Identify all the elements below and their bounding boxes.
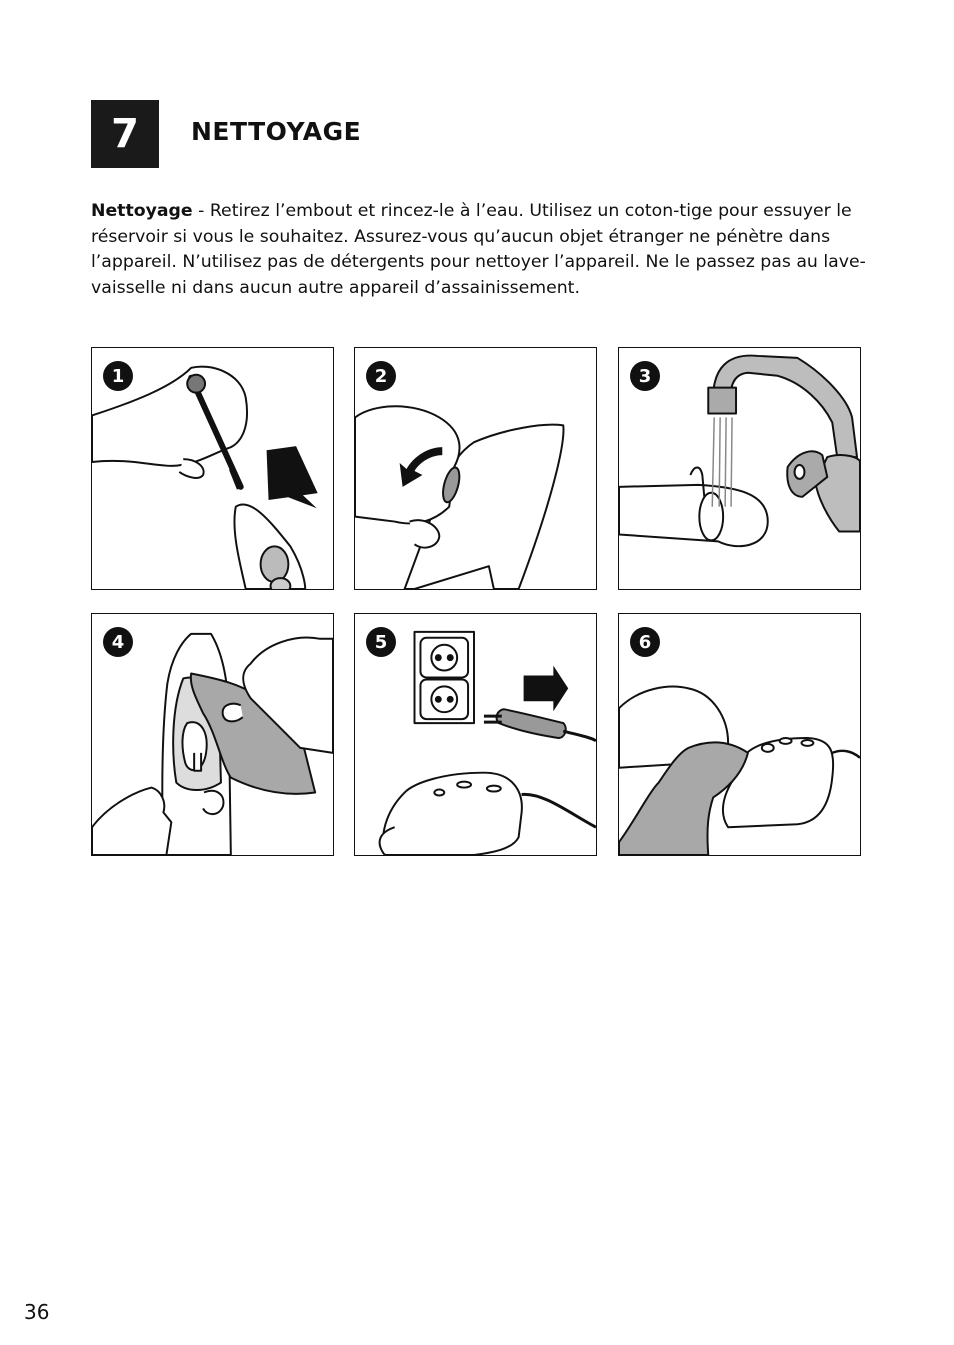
step-number-5: 5	[366, 627, 396, 657]
step-number-2: 2	[366, 361, 396, 391]
step-panel-3	[618, 347, 861, 590]
step-panel-5	[354, 613, 597, 856]
intro-text: - Retirez l’embout et rincez-le à l’eau. Utilisez un coton-tige pour essuyer le réservoir si vous le souhaitez. Assurez-vous qu’aucun objet étranger ne pénètre dans l’appareil. N’utilisez pas de détergents pour nettoyer l’appareil. Ne le passez pas au lave-vaisselle ni dans aucun autre appareil d’assainissement.	[91, 201, 866, 298]
step-panel-6	[618, 613, 861, 856]
step-number-3: 3	[630, 361, 660, 391]
section-title: NETTOYAGE	[191, 117, 362, 146]
step-number-4: 4	[103, 627, 133, 657]
step-panel-1	[91, 347, 334, 590]
step-panel-2	[354, 347, 597, 590]
intro-paragraph	[91, 199, 866, 301]
section-number-badge: 7	[91, 100, 159, 168]
step-number-1: 1	[103, 361, 133, 391]
step-number-6: 6	[630, 627, 660, 657]
step-panel-4	[91, 613, 334, 856]
intro-bold-term: Nettoyage	[91, 201, 193, 221]
page-number: 36	[24, 1300, 50, 1324]
